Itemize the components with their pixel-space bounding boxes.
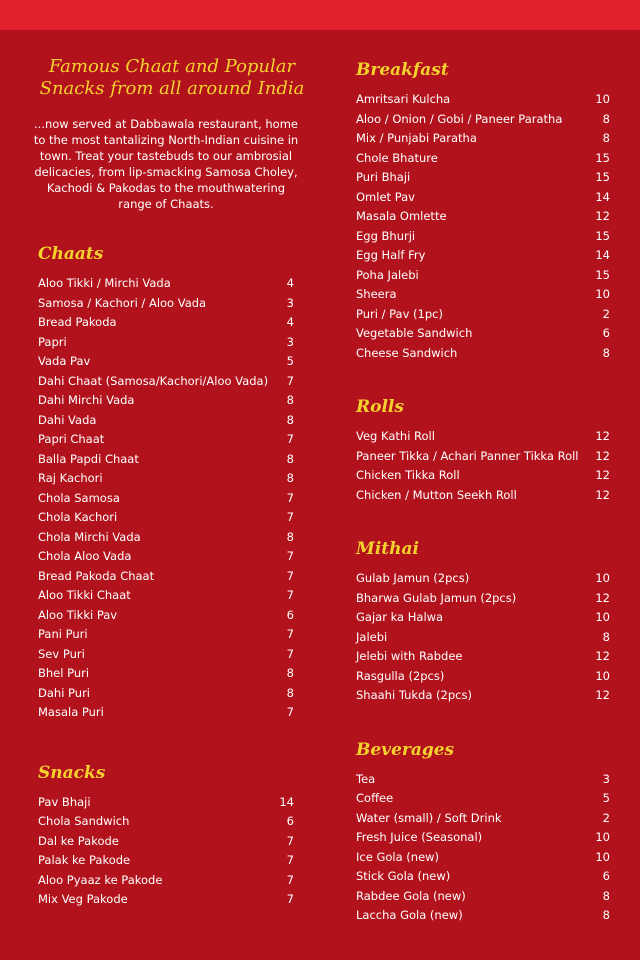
menu-item-name: Samosa / Kachori / Aloo Vada (38, 295, 207, 310)
menu-item-name: Chole Bhature (356, 150, 438, 165)
menu-item (356, 227, 610, 247)
section-title-chaats: Chaats (38, 244, 104, 264)
menu-item-price: 12 (595, 649, 610, 663)
menu-item-price: 12 (595, 487, 610, 502)
menu-item (38, 812, 294, 832)
menu-item-name: Dal ke Pakode (38, 833, 119, 848)
menu-item-price: 14 (279, 794, 294, 809)
menu-item (356, 848, 610, 868)
menu-item (38, 703, 294, 723)
menu-item (356, 686, 610, 706)
menu-item (38, 411, 294, 431)
menu-item (38, 645, 294, 665)
menu-item-price: 8 (286, 529, 294, 544)
section-title-snacks: Snacks (38, 762, 106, 783)
menu-item-price: 8 (286, 393, 294, 407)
menu-item-name: Bread Pakoda Chaat (38, 568, 155, 583)
menu-item-price: 7 (286, 510, 294, 524)
menu-item-name: Shaahi Tukda (2pcs) (356, 688, 472, 702)
menu-item-price: 7 (286, 568, 294, 583)
menu-item-name: Jelebi with Rabdee (356, 649, 463, 663)
menu-item-name: Ice Gola (new) (356, 849, 440, 864)
menu-item (38, 528, 294, 548)
menu-item-price: 3 (602, 771, 610, 786)
menu-item-name: Mix Veg Pakode (38, 892, 128, 906)
menu-item-price: 8 (602, 111, 610, 126)
menu-item-price: 8 (602, 131, 610, 145)
menu-item-name: Cheese Sandwich (356, 345, 458, 360)
menu-item-name: Egg Half Fry (356, 248, 426, 262)
menu-item (38, 450, 294, 470)
menu-item-price: 15 (595, 228, 610, 243)
menu-item-name: Chicken / Mutton Seekh Roll (356, 487, 517, 502)
menu-item (356, 608, 610, 628)
menu-item-price: 6 (602, 869, 610, 883)
section-breakfast (356, 56, 610, 363)
menu-item-name: Poha Jalebi (356, 267, 419, 282)
menu-item-price: 7 (286, 872, 294, 887)
menu-item (356, 867, 610, 887)
menu-item-name: Chola Mirchi Vada (38, 529, 141, 544)
menu-item-price: 10 (595, 668, 610, 683)
menu-item (38, 313, 294, 333)
menu-item (356, 828, 610, 848)
section-title-rolls: Rolls (356, 397, 404, 417)
menu-item (38, 832, 294, 852)
menu-item-name: Water (small) / Soft Drink (356, 810, 502, 825)
menu-item (356, 207, 610, 227)
menu-item (356, 266, 610, 286)
menu-item (38, 793, 294, 813)
menu-item (356, 149, 610, 169)
menu-item-name: Rabdee Gola (new) (356, 888, 466, 903)
menu-item (356, 110, 610, 130)
menu-item (356, 246, 610, 266)
menu-item (356, 770, 610, 790)
menu-item (38, 851, 294, 871)
menu-item (38, 586, 294, 606)
menu-item-name: Raj Kachori (38, 471, 103, 485)
menu-item-name: Dahi Mirchi Vada (38, 393, 135, 407)
section-title-beverages: Beverages (356, 739, 455, 760)
menu-item-price: 12 (595, 429, 610, 443)
menu-list-breakfast (356, 90, 610, 363)
menu-item-name: Sheera (356, 287, 397, 301)
menu-item-price: 7 (286, 627, 294, 641)
menu-item-price: 10 (595, 92, 610, 106)
menu-item-name: Fresh Juice (Seasonal) (356, 830, 483, 844)
menu-item (356, 344, 610, 364)
menu-item-name: Coffee (356, 791, 394, 805)
menu-item (38, 294, 294, 314)
menu-item-price: 8 (286, 451, 294, 466)
menu-item-name: Mix / Punjabi Paratha (356, 131, 477, 145)
menu-item (356, 90, 610, 110)
menu-item (356, 647, 610, 667)
menu-item-price: 12 (595, 688, 610, 702)
section-rolls (356, 393, 610, 505)
menu-item (356, 569, 610, 589)
menu-item (356, 188, 610, 208)
menu-item-price: 7 (286, 833, 294, 848)
menu-item-name: Chola Samosa (38, 490, 120, 505)
menu-item-price: 2 (602, 306, 610, 321)
menu-item-name: Egg Bhurji (356, 228, 416, 243)
menu-item-name: Masala Puri (38, 705, 104, 719)
menu-item-name: Chicken Tikka Roll (356, 468, 460, 482)
menu-item (356, 667, 610, 687)
menu-item-name: Puri Bhaji (356, 170, 411, 184)
menu-item (38, 333, 294, 353)
menu-item-name: Vada Pav (38, 354, 91, 368)
intro-text: ...now served at Dabbawala restaurant, home to the most tantalizing North-Indian cuisine in town. Treat your tastebuds to our ambrosial delicacies, from lip-smacking Samosa Choley, Kachodi & Pakodas to the mouthwatering range of Chaats. (33, 117, 299, 211)
menu-item-price: 7 (286, 853, 294, 867)
menu-item-name: Papri (38, 334, 67, 349)
menu-item (38, 547, 294, 567)
menu-item (356, 887, 610, 907)
menu-item (38, 664, 294, 684)
menu-item (356, 628, 610, 648)
menu-item-price: 6 (286, 814, 294, 828)
menu-item-price: 8 (602, 908, 610, 922)
menu-item-name: Aloo Tikki Pav (38, 607, 118, 622)
left-column (33, 56, 305, 910)
menu-item-name: Bharwa Gulab Jamun (2pcs) (356, 590, 517, 605)
menu-item (356, 324, 610, 344)
menu-item-price: 8 (286, 666, 294, 680)
menu-item-name: Amritsari Kulcha (356, 92, 451, 106)
menu-item-name: Tea (356, 771, 376, 786)
menu-item-price: 10 (595, 849, 610, 864)
menu-item (356, 589, 610, 609)
menu-list-mithai (356, 569, 610, 706)
menu-item-name: Puri / Pav (1pc) (356, 306, 443, 321)
menu-item-price: 7 (286, 373, 294, 388)
intro-heading: Famous Chaat and Popular Snacks from all around India (39, 56, 305, 99)
menu-item-price: 3 (286, 295, 294, 310)
menu-item-name: Chola Aloo Vada (38, 549, 132, 563)
menu-item (38, 274, 294, 294)
menu-item (356, 129, 610, 149)
menu-item-price: 4 (286, 276, 294, 290)
menu-item-name: Chola Sandwich (38, 814, 130, 828)
top-band (0, 0, 640, 30)
menu-item-name: Aloo Tikki / Mirchi Vada (38, 276, 171, 290)
menu-item (356, 447, 610, 467)
menu-item-price: 7 (286, 490, 294, 505)
menu-item (356, 809, 610, 829)
menu-item-name: Stick Gola (new) (356, 869, 451, 883)
menu-item (38, 871, 294, 891)
menu-item-price: 15 (595, 170, 610, 184)
menu-list-beverages (356, 770, 610, 926)
section-snacks (38, 759, 294, 910)
menu-item-price: 12 (595, 448, 610, 463)
menu-item-price: 8 (286, 412, 294, 427)
menu-item-price: 10 (595, 830, 610, 844)
menu-item (356, 466, 610, 486)
menu-item-price: 12 (595, 468, 610, 482)
menu-list-rolls (356, 427, 610, 505)
menu-item (38, 625, 294, 645)
menu-item (356, 285, 610, 305)
menu-item-price: 7 (286, 705, 294, 719)
section-title-mithai: Mithai (356, 539, 419, 559)
menu-item-name: Vegetable Sandwich (356, 326, 473, 340)
menu-item-name: Bread Pakoda (38, 315, 117, 329)
menu-item-name: Pav Bhaji (38, 794, 91, 809)
menu-item (38, 684, 294, 704)
menu-item-name: Jalebi (356, 629, 388, 644)
menu-item-price: 10 (595, 571, 610, 585)
right-column (356, 56, 610, 926)
menu-item-name: Palak ke Pakode (38, 853, 131, 867)
menu-item-price: 12 (595, 209, 610, 223)
menu-item-name: Aloo Pyaaz ke Pakode (38, 872, 163, 887)
menu-item-price: 10 (595, 610, 610, 624)
menu-item-name: Bhel Puri (38, 666, 90, 680)
menu-list-snacks (38, 793, 294, 910)
menu-item (38, 606, 294, 626)
menu-item-price: 7 (286, 892, 294, 906)
menu-item-price: 14 (595, 248, 610, 262)
menu-item-price: 6 (286, 607, 294, 622)
menu-item (38, 567, 294, 587)
menu-item-name: Aloo Tikki Chaat (38, 588, 131, 602)
menu-item-price: 12 (595, 590, 610, 605)
menu-item (356, 427, 610, 447)
section-beverages (356, 736, 610, 926)
menu-item-price: 3 (286, 334, 294, 349)
menu-item-price: 6 (602, 326, 610, 340)
menu-item-name: Papri Chaat (38, 432, 105, 446)
menu-item-price: 10 (595, 287, 610, 301)
menu-item-name: Dahi Puri (38, 685, 90, 700)
menu-item-name: Pani Puri (38, 627, 88, 641)
menu-item (38, 469, 294, 489)
menu-item-price: 2 (602, 810, 610, 825)
menu-item-price: 4 (286, 315, 294, 329)
menu-item-name: Gulab Jamun (2pcs) (356, 571, 470, 585)
menu-item (38, 489, 294, 509)
menu-item (38, 352, 294, 372)
section-mithai (356, 535, 610, 706)
menu-item-price: 7 (286, 646, 294, 661)
menu-item (38, 391, 294, 411)
menu-item (38, 372, 294, 392)
menu-item (356, 486, 610, 506)
menu-item-name: Aloo / Onion / Gobi / Paneer Paratha (356, 111, 563, 126)
menu-item-name: Balla Papdi Chaat (38, 451, 139, 466)
section-title-breakfast: Breakfast (356, 60, 449, 80)
menu-item (356, 168, 610, 188)
menu-item-price: 15 (595, 150, 610, 165)
menu-item-price: 15 (595, 267, 610, 282)
menu-item-price: 8 (286, 685, 294, 700)
menu-item-price: 5 (602, 791, 610, 805)
menu-item-name: Laccha Gola (new) (356, 908, 463, 922)
menu-list-chaats (38, 274, 294, 723)
menu-item-price: 7 (286, 588, 294, 602)
menu-item-name: Sev Puri (38, 646, 85, 661)
menu-item-price: 7 (286, 432, 294, 446)
menu-item (38, 890, 294, 910)
section-chaats (38, 240, 294, 723)
menu-item-name: Veg Kathi Roll (356, 429, 435, 443)
menu-item-price: 8 (602, 888, 610, 903)
menu-item-name: Rasgulla (2pcs) (356, 668, 445, 683)
menu-item-price: 7 (286, 549, 294, 563)
menu-item (38, 430, 294, 450)
menu-item-name: Dahi Vada (38, 412, 97, 427)
menu-item (38, 508, 294, 528)
menu-item-name: Dahi Chaat (Samosa/Kachori/Aloo Vada) (38, 373, 269, 388)
menu-item (356, 906, 610, 926)
menu-item-price: 8 (602, 345, 610, 360)
menu-item-name: Gajar ka Halwa (356, 610, 444, 624)
menu-item-name: Paneer Tikka / Achari Panner Tikka Roll (356, 448, 579, 463)
menu-item (356, 305, 610, 325)
menu-item-name: Omlet Pav (356, 189, 415, 204)
menu-item-price: 8 (602, 629, 610, 644)
menu-item-price: 14 (595, 189, 610, 204)
menu-item-name: Masala Omlette (356, 209, 447, 223)
menu-item-price: 5 (286, 354, 294, 368)
menu-item-name: Chola Kachori (38, 510, 118, 524)
menu-item-price: 8 (286, 471, 294, 485)
menu-item (356, 789, 610, 809)
